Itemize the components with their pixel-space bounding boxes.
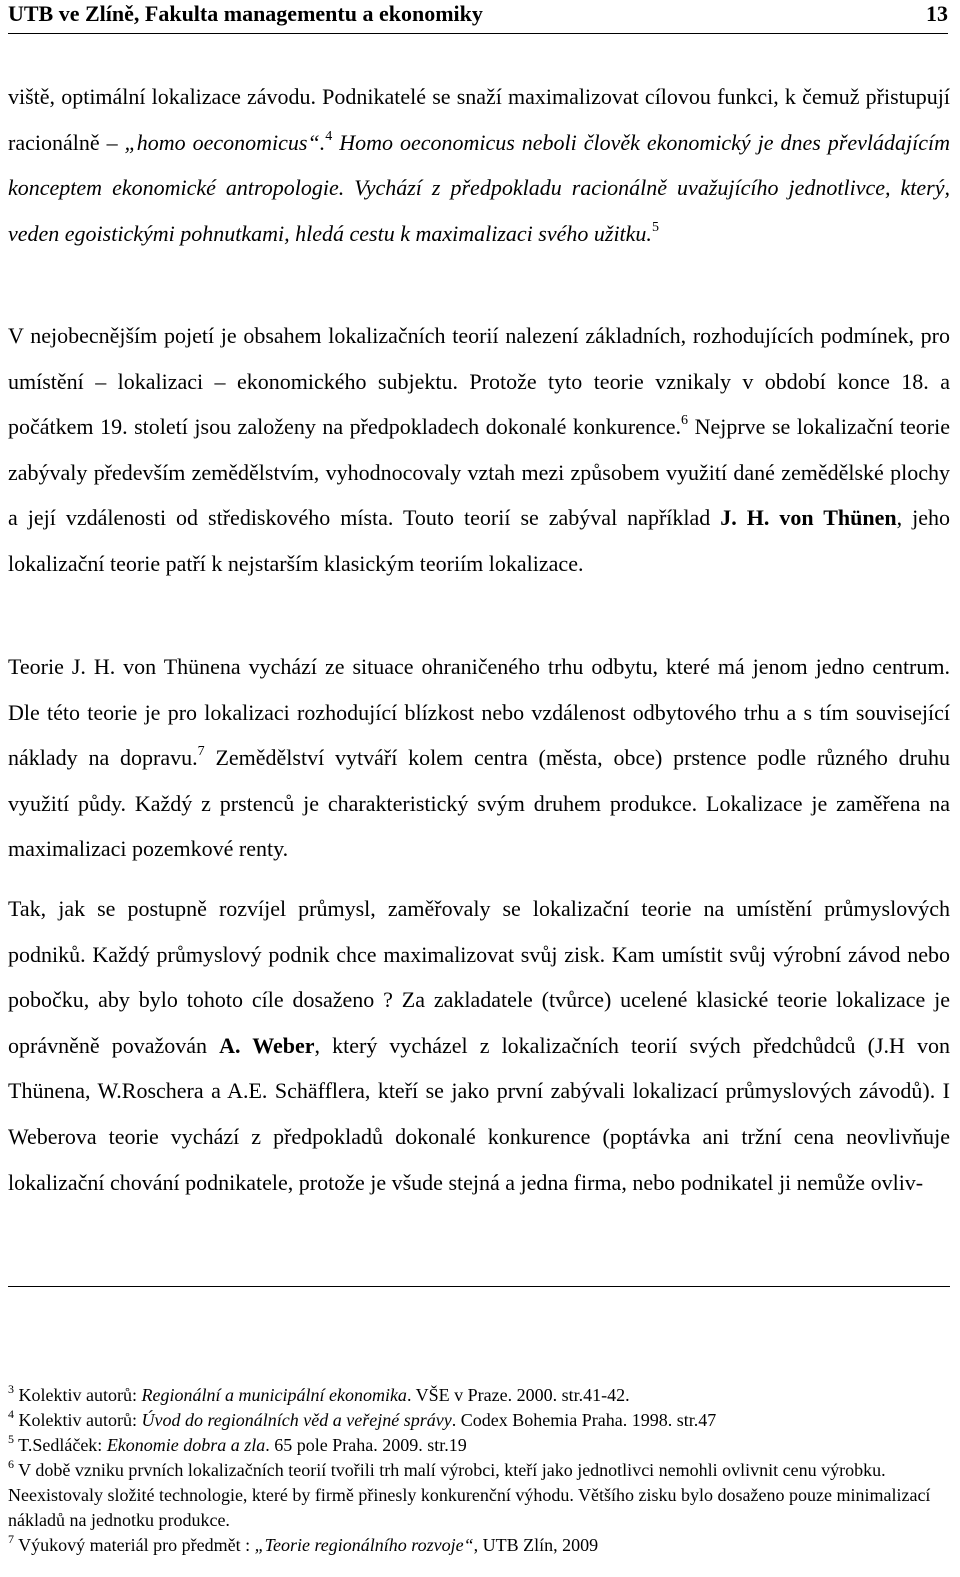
p3-text-1: Teorie J. H. von Thünena vychází ze situace ohraničeného trhu odbytu, které má jenom jedno centrum. Dle této teorie je pro lokalizaci rozhodující blízkost nebo vzdálenost odbytového trhu a s tím související náklady na dopravu. [8, 654, 950, 771]
footnote-number: 7 [8, 1532, 14, 1546]
footnote-text: Výukový materiál pro předmět : [14, 1535, 255, 1555]
body-paragraph-2 [8, 313, 950, 587]
p2-text-3: , jeho lokalizační teorie patří k nejstarším klasickým teoriím lokalizace. [8, 505, 950, 576]
header-rule [8, 33, 948, 34]
footnote-title: Ekonomie dobra a zla [106, 1435, 266, 1455]
p4-text-2: , který vycházel z lokalizačních teorií svých předchůdců (J.H von Thünena, W.Roschera a A.E. Schäfflera, kteří se jako první zabývali lokalizací průmyslových závodů). I Weberova teorie vychází z předpokladů dokonalé konkurence (poptávka ani tržní cena neovlivňuje lokalizační chování podnikatele, protože je všude stejná a jedna firma, nebo podnikatel ji nemůže ovliv- [8, 1032, 950, 1195]
p2-text-2: Nejprve se lokalizační teorie zabývaly především zemědělstvím, vyhodnocovaly vztah mezi způsobem využití dané zemědělské plochy a její vzdálenosti od střediskového místa. Touto teorií se zabýval například [8, 414, 950, 531]
footnote-number: 4 [8, 1407, 14, 1421]
p2-text-1: V nejobecnějším pojetí je obsahem lokalizačních teorií nalezení základních, rozhodujících podmínek, pro umístění – lokalizaci – ekonomického subjektu. Protože tyto teorie vznikaly v období konce 18. a počátkem 19. století jsou založeny na předpokladech dokonalé konkurence. [8, 323, 950, 440]
footnote-ref-6: 6 [681, 413, 689, 429]
footnote-text: , UTB Zlín, 2009 [473, 1535, 599, 1555]
footnote-separator [8, 1286, 950, 1287]
footnote-text: . 65 pole Praha. 2009. str.19 [265, 1435, 467, 1455]
footnote-ref-7: 7 [197, 744, 205, 760]
footnote-5 [8, 1433, 950, 1458]
footnote-number: 5 [8, 1432, 14, 1446]
footnote-text: Kolektiv autorů: [14, 1410, 142, 1430]
p1-italic-text: Homo oeconomicus neboli člověk ekonomický je dnes převládajícím konceptem ekonomické antropologie. Vychází z předpokladu racionálně uvažujícího jednotlivce, který, veden egoistickými pohnutkami, hledá cestu k maximalizaci svého užitku. [8, 129, 950, 246]
p3-text-2: Zemědělství vytváří kolem centra (města, obce) prstence podle různého druhu využití půdy. Každý z prstenců je charakteristický svým druhem produkce. Lokalizace je zaměřena na maximalizaci pozemkové renty. [8, 745, 950, 862]
p1-text-1: viště, optimální lokalizace závodu. Podnikatelé se snaží maximalizovat cílovou funkci, k čemuž přistupují racionálně – [8, 84, 950, 155]
footnote-4 [8, 1408, 950, 1433]
footnote-text: . Codex Bohemia Praha. 1998. str.47 [451, 1410, 717, 1430]
footnote-number: 3 [8, 1382, 14, 1396]
footnote-7 [8, 1533, 950, 1558]
footnote-number: 6 [8, 1457, 14, 1471]
footnote-text: . VŠE v Praze. 2000. str.41-42. [406, 1385, 630, 1405]
footnote-ref-4: 4 [325, 128, 333, 144]
footnote-text: V době vzniku prvních lokalizačních teorií tvořili trh malí výrobci, kteří jako jednotlivci nemohli ovlivnit cenu výrobku. Neexistovaly složité technologie, které by firmě přinesly konkurenční výhodu. Většího zisku bylo dosaženo pouze minimalizací nákladů na jednotku produkce. [8, 1460, 931, 1530]
page-number: 13 [926, 1, 948, 26]
page-header [8, 0, 948, 32]
p1-italic-term: „homo oeconomicus“. [124, 129, 326, 155]
footnote-3 [8, 1383, 950, 1408]
p4-text-1: Tak, jak se postupně rozvíjel průmysl, zaměřovaly se lokalizační teorie na umístění průmyslových podniků. Každý průmyslový podnik chce maximalizovat svůj zisk. Kam umístit svůj výrobní závod nebo pobočku, aby bylo tohoto cíle dosaženo ? Za zakladatele (tvůrce) ucelené klasické teorie lokalizace je oprávněně považován [8, 896, 950, 1058]
p4-bold-name: A. Weber [219, 1032, 315, 1058]
footnote-title: Úvod do regionálních věd a veřejné správy [141, 1410, 452, 1430]
footnote-text: T.Sedláček: [14, 1435, 107, 1455]
footnote-title: „Teorie regionálního rozvoje“ [254, 1535, 474, 1555]
footnote-text: Kolektiv autorů: [14, 1385, 142, 1405]
footnote-ref-5: 5 [651, 219, 659, 235]
footnote-title: Regionální a municipální ekonomika [141, 1385, 407, 1405]
body-paragraph-1 [8, 74, 950, 256]
footnote-6 [8, 1458, 950, 1533]
body-paragraph-3 [8, 644, 950, 872]
body-paragraph-4 [8, 886, 950, 1205]
footnotes [8, 1383, 950, 1558]
header-title: UTB ve Zlíně, Fakulta managementu a ekonomiky [8, 1, 483, 26]
p2-bold-name: J. H. von Thünen [720, 505, 897, 531]
